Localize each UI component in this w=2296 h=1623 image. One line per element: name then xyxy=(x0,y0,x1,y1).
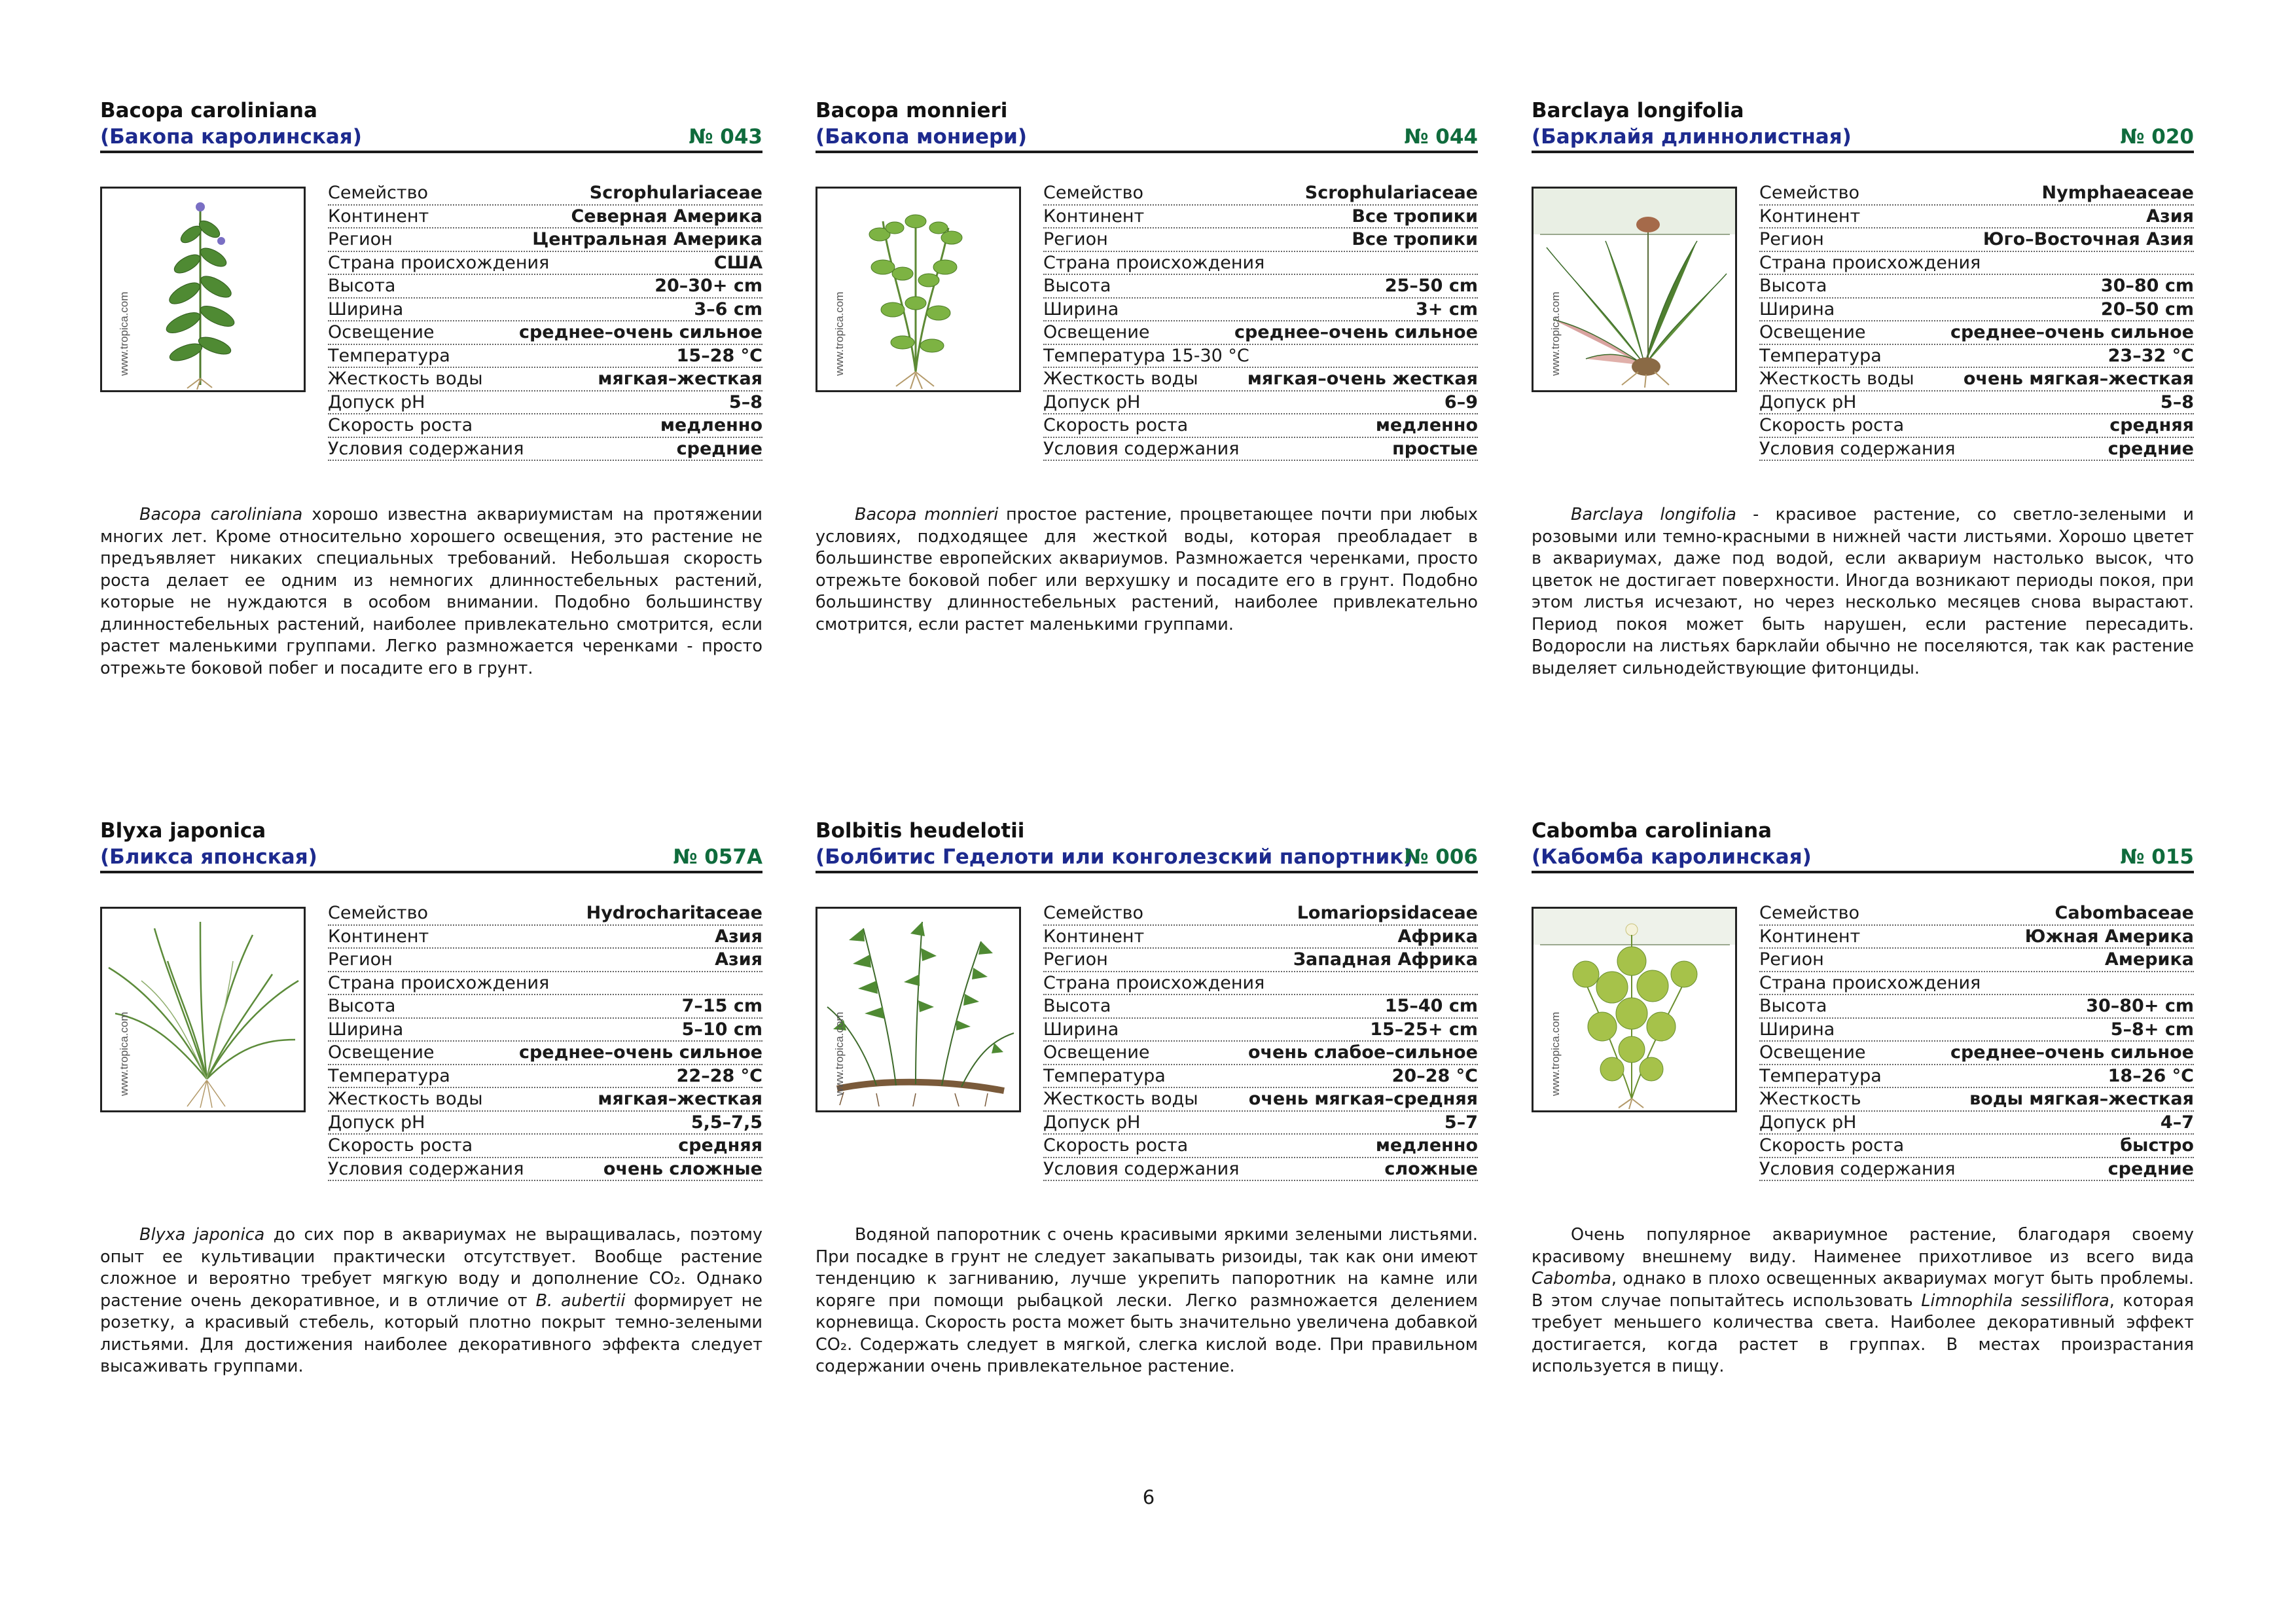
plant-title-row xyxy=(1532,123,2194,153)
spec-label: Скорость роста xyxy=(1043,1135,1189,1156)
spec-row xyxy=(1759,275,2194,299)
spec-value: Nymphaeaceae xyxy=(2041,183,2194,203)
plant-latin-name: Barclaya longifolia xyxy=(1532,99,1744,122)
spec-row xyxy=(1043,392,1478,415)
plant-title-row xyxy=(1532,843,2194,873)
spec-value: среднее–очень сильное xyxy=(518,322,762,342)
spec-label: Температура xyxy=(1759,345,1882,366)
plant-title-row xyxy=(100,843,762,873)
spec-value: среднее–очень сильное xyxy=(1950,322,2194,342)
spec-value: среднее–очень сильное xyxy=(1950,1042,2194,1063)
spec-row xyxy=(1043,1019,1478,1042)
spec-label: Континент xyxy=(1043,926,1145,947)
description-segment: Limnophila sessiliflora xyxy=(1921,1290,2109,1311)
spec-label: Допуск pH xyxy=(1759,1112,1857,1133)
spec-label: Скорость роста xyxy=(1759,1135,1905,1156)
plant-russian-name: (Барклайя длиннолистная) xyxy=(1532,125,1852,149)
spec-row xyxy=(1043,299,1478,322)
spec-value: 5–7 xyxy=(1444,1112,1478,1133)
spec-value: очень мягкая–жесткая xyxy=(1963,369,2194,389)
description-segment: простое растение, процветающее почти при любых условиях, подходящее для жесткой воды, которая преобладает в большинстве европейских аквариумов. Размножается черенками, просто отрежьте боковой побег или верхушку и посадите его в грунт. Подобно большинству длинностебельных растений, наиболее привлекательно смотрится, если растет маленькими группами. xyxy=(816,505,1478,634)
watermark xyxy=(1534,189,1560,390)
spec-value: Scrophulariaceae xyxy=(1304,183,1478,203)
description-segment: до сих пор в аквариумах не выращивалась, поэтому опыт ее культивации практически отсутствует. Вообще растение сложное и вероятно требует мягкую воду и дополнение CO₂. Однако растение очень декоративное, и в отличие от xyxy=(100,1225,762,1311)
spec-value: 22–28 °C xyxy=(676,1065,762,1086)
spec-row xyxy=(1759,299,2194,322)
spec-label: Допуск pH xyxy=(328,392,425,412)
spec-row xyxy=(328,1065,762,1089)
spec-table xyxy=(1043,902,1478,1181)
spec-row xyxy=(328,1019,762,1042)
spec-row xyxy=(328,252,762,276)
spec-value: средние xyxy=(2108,1158,2194,1179)
description-segment: - красивое растение, со светло-зелеными и розовыми или темно-красными в нижней части листьями. Хорошо цветет в аквариумах, даже под водой, если аквариум настолько высок, что цветок не достигает поверхности. Иногда возникают периоды покоя, при этом листья исчезают, но через несколько месяцев снова вырастают. Период покоя может быть нарушен, если растение пересадить. Водоросли на листьях барклайи обычно не поселяются, так как растение выделяет сильнодействующие фитонциды. xyxy=(1532,505,2194,678)
spec-label: Регион xyxy=(328,229,393,249)
spec-value: 3–6 cm xyxy=(694,299,762,319)
spec-value: Северная Америка xyxy=(571,206,762,227)
spec-label: Ширина xyxy=(328,1019,404,1040)
spec-row xyxy=(1043,1088,1478,1112)
plant-illustration xyxy=(100,907,306,1112)
spec-row xyxy=(328,345,762,369)
spec-row xyxy=(1043,368,1478,392)
spec-value: Азия xyxy=(2146,206,2194,227)
spec-row xyxy=(328,1088,762,1112)
plant-title-row xyxy=(100,123,762,153)
watermark-text: www.tropica.com xyxy=(833,291,846,376)
plant-title-row xyxy=(816,123,1478,153)
plant-illustration xyxy=(1532,187,1737,392)
plant-description xyxy=(100,1224,762,1378)
spec-value: 18–26 °C xyxy=(2108,1065,2194,1086)
page-number: 6 xyxy=(1142,1486,1155,1508)
spec-value: средняя xyxy=(2109,415,2194,435)
plant-card xyxy=(100,818,762,1376)
description-segment: Cabomba xyxy=(1532,1269,1611,1288)
spec-label: Регион xyxy=(1043,949,1108,970)
spec-label: Температура xyxy=(328,345,450,366)
spec-value: воды мягкая–жесткая xyxy=(1969,1089,2194,1109)
spec-row xyxy=(1759,392,2194,415)
spec-value: 5–8 xyxy=(728,392,762,412)
spec-row xyxy=(1759,182,2194,206)
description-segment: Водяной папоротник с очень красивыми яркими зелеными листьями. При посадке в грунт не следует закапывать ризоиды, так как они имеют тенденцию к загниванию, лучше укрепить папоротник на камне или коряге при помощи рыбацкой лески. Легко размножается делением корневища. Скорость роста может быть значительно увеличена добавкой CO₂. Содержать следует в мягкой, слегка кислой воде. При правильном содержании очень привлекательное растение. xyxy=(816,1225,1478,1376)
spec-label: Допуск pH xyxy=(1759,392,1857,412)
spec-label: Жесткость воды xyxy=(1759,369,1914,389)
plant-description xyxy=(100,504,762,680)
spec-value: 20–28 °C xyxy=(1391,1065,1478,1086)
spec-value: мягкая–очень жесткая xyxy=(1247,369,1478,389)
spec-row xyxy=(328,228,762,252)
spec-row xyxy=(1759,972,2194,996)
spec-label: Скорость роста xyxy=(1043,415,1189,435)
spec-label: Температура xyxy=(1043,1065,1166,1086)
spec-row xyxy=(328,995,762,1019)
spec-row xyxy=(1759,1158,2194,1182)
spec-label: Жесткость xyxy=(1759,1089,1861,1109)
spec-label: Континент xyxy=(1043,206,1145,227)
spec-value: 20–50 cm xyxy=(2100,299,2194,319)
plant-latin-name: Blyxa japonica xyxy=(100,819,266,843)
spec-label: Ширина xyxy=(1043,1019,1119,1040)
description-segment: хорошо известна аквариумистам на протяжении многих лет. Кроме относительно хорошего освещения, это растение не предъявляет никаких специальных требований. Небольшая скорость роста делает ее одним из немногих длинностебельных растений, которые не нуждаются в особом внимании. Подобно большинству длинностебельных растений, наиболее привлекательно смотрится, если растет маленькими группами. Легко размножается черенками - просто отрежьте боковой побег и посадите его в грунт. xyxy=(100,505,762,678)
spec-label: Страна происхождения xyxy=(1759,252,1981,273)
plant-illustration xyxy=(1532,907,1737,1112)
plant-russian-name: (Кабомба каролинская) xyxy=(1532,845,1812,869)
spec-label: Семейство xyxy=(1043,903,1143,923)
spec-value: 6–9 xyxy=(1444,392,1478,412)
spec-label: Жесткость воды xyxy=(328,1089,483,1109)
spec-value: медленно xyxy=(1375,415,1478,435)
plant-latin-name: Bacopa monnieri xyxy=(816,99,1008,122)
spec-label: Континент xyxy=(328,926,429,947)
spec-row xyxy=(328,1135,762,1158)
description-segment: Barclaya longifolia xyxy=(1571,505,1736,524)
spec-value: Африка xyxy=(1397,926,1478,947)
spec-label: Семейство xyxy=(328,183,428,203)
spec-table xyxy=(1043,182,1478,461)
spec-row xyxy=(328,299,762,322)
spec-value: очень сложные xyxy=(603,1158,762,1179)
spec-label: Страна происхождения xyxy=(1043,252,1265,273)
spec-value: очень мягкая–средняя xyxy=(1248,1089,1478,1109)
spec-label: Регион xyxy=(1759,949,1824,970)
plant-russian-name: (Болбитис Геделоти или конголезский папортник) xyxy=(816,845,1413,869)
spec-row xyxy=(1043,252,1478,276)
spec-value: среднее–очень сильное xyxy=(1234,322,1478,342)
spec-label: Высота xyxy=(1043,276,1111,296)
plant-description xyxy=(1532,504,2194,680)
plant-description xyxy=(816,504,1478,636)
spec-value: средние xyxy=(676,438,762,459)
spec-row xyxy=(1759,949,2194,972)
spec-label: Скорость роста xyxy=(328,415,473,435)
spec-table xyxy=(328,182,762,461)
spec-label: Условия содержания xyxy=(328,1158,524,1179)
spec-label: Континент xyxy=(328,206,429,227)
spec-row xyxy=(1759,995,2194,1019)
spec-row xyxy=(1043,228,1478,252)
spec-table xyxy=(1759,182,2194,461)
spec-label: Температура 15-30 °C xyxy=(1043,345,1249,366)
spec-row xyxy=(328,321,762,345)
description-segment: , которая требует меньшего количества света. Наиболее декоративный эффект достигается, когда растет в группах. В местах произрастания используется в пищу. xyxy=(1532,1290,2194,1376)
spec-value: Западная Африка xyxy=(1293,949,1478,970)
spec-label: Страна происхождения xyxy=(328,972,550,993)
spec-value: 5,5–7,5 xyxy=(691,1112,762,1133)
spec-row xyxy=(328,1158,762,1182)
spec-row xyxy=(1043,321,1478,345)
spec-row xyxy=(1759,1065,2194,1089)
spec-label: Высота xyxy=(328,276,396,296)
spec-row xyxy=(1759,1042,2194,1065)
spec-value: средняя xyxy=(678,1135,762,1156)
watermark-text: www.tropica.com xyxy=(118,1012,130,1096)
plant-catalog-number: № 006 xyxy=(1404,845,1478,869)
spec-value: 15–28 °C xyxy=(676,345,762,366)
watermark xyxy=(1534,909,1560,1110)
spec-row xyxy=(1043,206,1478,229)
description-segment: , однако в плохо освещенных аквариумах могут быть проблемы. В этом случае попытайтесь использовать xyxy=(1532,1269,2194,1311)
spec-row xyxy=(328,368,762,392)
spec-label: Ширина xyxy=(1759,299,1835,319)
plant-illustration xyxy=(816,187,1021,392)
spec-row xyxy=(1043,1042,1478,1065)
description-segment: B. aubertii xyxy=(535,1290,626,1311)
spec-value: быстро xyxy=(2120,1135,2194,1156)
spec-value: 5–8+ cm xyxy=(2110,1019,2194,1040)
plant-russian-name: (Бликса японская) xyxy=(100,845,317,869)
spec-label: Освещение xyxy=(1043,1042,1150,1063)
description-segment: Bacopa caroliniana xyxy=(139,505,303,524)
spec-row xyxy=(328,949,762,972)
spec-row xyxy=(1759,1135,2194,1158)
spec-value: Центральная Америка xyxy=(532,229,762,249)
spec-row xyxy=(328,392,762,415)
spec-label: Высота xyxy=(1043,996,1111,1016)
spec-row xyxy=(1759,206,2194,229)
plant-card xyxy=(816,98,1478,634)
spec-label: Регион xyxy=(1043,229,1108,249)
spec-value: Все тропики xyxy=(1352,229,1478,249)
spec-row xyxy=(1759,252,2194,276)
spec-label: Температура xyxy=(328,1065,450,1086)
spec-row xyxy=(1043,926,1478,949)
spec-label: Допуск pH xyxy=(328,1112,425,1133)
spec-label: Континент xyxy=(1759,206,1861,227)
spec-label: Высота xyxy=(328,996,396,1016)
watermark-text: www.tropica.com xyxy=(118,291,130,376)
spec-label: Условия содержания xyxy=(1759,1158,1956,1179)
description-segment: формирует не розетку, а красивый стебель, который плотно покрыт темно-зелеными листьями. Для достижения наиболее декоративного эффекта следует высаживать группами. xyxy=(100,1290,762,1376)
spec-label: Освещение xyxy=(328,322,435,342)
spec-row xyxy=(328,902,762,926)
spec-label: Скорость роста xyxy=(328,1135,473,1156)
spec-label: Регион xyxy=(328,949,393,970)
spec-row xyxy=(1043,414,1478,438)
spec-row xyxy=(1759,1112,2194,1135)
spec-value: Юго–Восточная Азия xyxy=(1982,229,2194,249)
description-segment: Очень популярное аквариумное растение, благодаря своему красивому внешнему виду. Наименее прихотливое из всего вида xyxy=(1532,1225,2194,1267)
spec-row xyxy=(1759,926,2194,949)
spec-value: 20–30+ cm xyxy=(655,276,762,296)
spec-value: 5–8 xyxy=(2160,392,2194,412)
spec-value: 30–80+ cm xyxy=(2086,996,2194,1016)
spec-value: 23–32 °C xyxy=(2108,345,2194,366)
spec-label: Условия содержания xyxy=(1043,438,1240,459)
spec-value: 3+ cm xyxy=(1416,299,1478,319)
plant-catalog-number: № 020 xyxy=(2120,125,2194,149)
spec-label: Освещение xyxy=(1759,322,1866,342)
spec-row xyxy=(1043,949,1478,972)
spec-row xyxy=(1043,995,1478,1019)
spec-label: Страна происхождения xyxy=(1043,972,1265,993)
plant-russian-name: (Бакопа мониери) xyxy=(816,125,1028,149)
spec-label: Ширина xyxy=(1759,1019,1835,1040)
plant-latin-name: Cabomba caroliniana xyxy=(1532,819,1772,843)
spec-value: 5–10 cm xyxy=(681,1019,762,1040)
spec-value: Cabombaceae xyxy=(2054,903,2194,923)
plant-illustration xyxy=(100,187,306,392)
spec-row xyxy=(1043,1135,1478,1158)
spec-row xyxy=(1043,1112,1478,1135)
spec-value: Scrophulariaceae xyxy=(589,183,762,203)
spec-value: 15–40 cm xyxy=(1384,996,1478,1016)
spec-label: Высота xyxy=(1759,996,1827,1016)
spec-label: Допуск pH xyxy=(1043,392,1141,412)
plant-card xyxy=(816,818,1478,1376)
plant-catalog-number: № 043 xyxy=(689,125,762,149)
plant-description xyxy=(1532,1224,2194,1378)
spec-value: Южная Америка xyxy=(2024,926,2194,947)
spec-row xyxy=(328,1112,762,1135)
spec-row xyxy=(1043,902,1478,926)
spec-row xyxy=(328,926,762,949)
plant-catalog-number: № 015 xyxy=(2120,845,2194,869)
spec-value: очень слабое–сильное xyxy=(1247,1042,1478,1063)
plant-catalog-number: № 044 xyxy=(1404,125,1478,149)
spec-row xyxy=(1043,275,1478,299)
spec-value: 30–80 cm xyxy=(2100,276,2194,296)
watermark-text: www.tropica.com xyxy=(1549,1012,1562,1096)
spec-row xyxy=(328,275,762,299)
spec-label: Регион xyxy=(1759,229,1824,249)
spec-value: 7–15 cm xyxy=(681,996,762,1016)
spec-row xyxy=(328,182,762,206)
spec-row xyxy=(1043,345,1478,369)
plant-card xyxy=(100,98,762,678)
spec-value: США xyxy=(713,252,762,273)
spec-value: Все тропики xyxy=(1352,206,1478,227)
plant-catalog-number: № 057A xyxy=(673,845,762,869)
spec-table xyxy=(1759,902,2194,1181)
plant-latin-name: Bolbitis heudelotii xyxy=(816,819,1025,843)
spec-label: Температура xyxy=(1759,1065,1882,1086)
spec-row xyxy=(1759,1019,2194,1042)
spec-row xyxy=(328,972,762,996)
spec-label: Страна происхождения xyxy=(328,252,550,273)
plant-russian-name: (Бакопа каролинская) xyxy=(100,125,362,149)
spec-label: Условия содержания xyxy=(328,438,524,459)
spec-row xyxy=(328,438,762,462)
spec-label: Условия содержания xyxy=(1759,438,1956,459)
spec-label: Континент xyxy=(1759,926,1861,947)
spec-label: Семейство xyxy=(328,903,428,923)
spec-row xyxy=(328,1042,762,1065)
spec-label: Семейство xyxy=(1759,183,1859,203)
spec-row xyxy=(328,206,762,229)
spec-row xyxy=(1759,345,2194,369)
spec-value: Азия xyxy=(715,949,762,970)
spec-value: средние xyxy=(2108,438,2194,459)
spec-value: 15–25+ cm xyxy=(1370,1019,1478,1040)
spec-row xyxy=(1759,228,2194,252)
spec-value: 4–7 xyxy=(2160,1112,2194,1133)
spec-row xyxy=(1759,414,2194,438)
plant-illustration xyxy=(816,907,1021,1112)
plant-card xyxy=(1532,818,2194,1376)
watermark xyxy=(102,189,128,390)
description-segment: Blyxa japonica xyxy=(139,1225,265,1245)
spec-label: Освещение xyxy=(328,1042,435,1063)
spec-value: Азия xyxy=(715,926,762,947)
spec-label: Семейство xyxy=(1043,183,1143,203)
plant-latin-name: Bacopa caroliniana xyxy=(100,99,317,122)
spec-table xyxy=(328,902,762,1181)
watermark-text: www.tropica.com xyxy=(833,1012,846,1096)
watermark xyxy=(817,909,844,1110)
spec-value: Lomariopsidaceae xyxy=(1297,903,1478,923)
watermark xyxy=(817,189,844,390)
plant-title-row xyxy=(816,843,1478,873)
spec-label: Жесткость воды xyxy=(328,369,483,389)
spec-label: Семейство xyxy=(1759,903,1859,923)
plant-description xyxy=(816,1224,1478,1378)
spec-label: Освещение xyxy=(1759,1042,1866,1063)
spec-label: Страна происхождения xyxy=(1759,972,1981,993)
description-segment: Bacopa monnieri xyxy=(855,505,999,524)
spec-value: Hydrocharitaceae xyxy=(586,903,762,923)
spec-row xyxy=(1759,368,2194,392)
spec-value: 25–50 cm xyxy=(1384,276,1478,296)
spec-row xyxy=(328,414,762,438)
plant-card xyxy=(1532,98,2194,678)
spec-row xyxy=(1759,1088,2194,1112)
spec-row xyxy=(1043,1065,1478,1089)
spec-label: Допуск pH xyxy=(1043,1112,1141,1133)
spec-label: Жесткость воды xyxy=(1043,1089,1198,1109)
spec-value: медленно xyxy=(1375,1135,1478,1156)
spec-label: Ширина xyxy=(1043,299,1119,319)
spec-label: Ширина xyxy=(328,299,404,319)
spec-value: среднее–очень сильное xyxy=(518,1042,762,1063)
spec-label: Освещение xyxy=(1043,322,1150,342)
spec-label: Условия содержания xyxy=(1043,1158,1240,1179)
spec-row xyxy=(1759,321,2194,345)
spec-label: Скорость роста xyxy=(1759,415,1905,435)
spec-value: мягкая–жесткая xyxy=(598,369,762,389)
spec-row xyxy=(1759,438,2194,462)
spec-value: Америка xyxy=(2104,949,2194,970)
spec-value: мягкая–жесткая xyxy=(598,1089,762,1109)
spec-row xyxy=(1043,182,1478,206)
spec-row xyxy=(1043,972,1478,996)
spec-label: Высота xyxy=(1759,276,1827,296)
spec-row xyxy=(1043,438,1478,462)
spec-value: простые xyxy=(1392,438,1478,459)
spec-value: медленно xyxy=(660,415,762,435)
spec-value: сложные xyxy=(1384,1158,1478,1179)
watermark-text: www.tropica.com xyxy=(1549,291,1562,376)
spec-row xyxy=(1043,1158,1478,1182)
spec-label: Жесткость воды xyxy=(1043,369,1198,389)
spec-row xyxy=(1759,902,2194,926)
watermark xyxy=(102,909,128,1110)
